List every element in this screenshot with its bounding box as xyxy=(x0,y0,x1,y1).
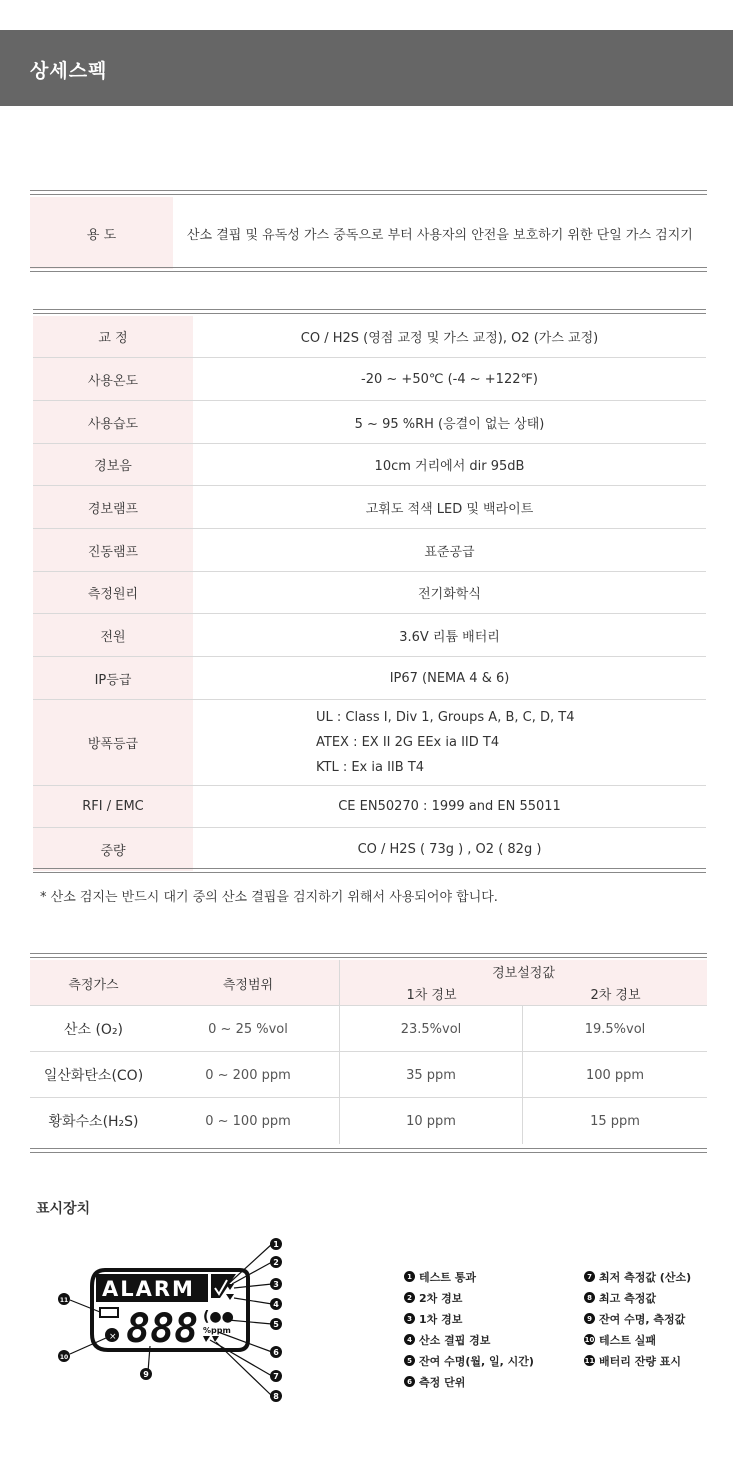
table-row xyxy=(33,316,706,358)
spec-label: 교 정 xyxy=(33,316,193,357)
spec-value: 3.6V 리튬 배터리 xyxy=(399,629,500,645)
spec-label: 방폭등급 xyxy=(33,700,193,785)
legend-text: 잔여 수명, 측정값 xyxy=(599,1312,686,1326)
spec-value xyxy=(193,700,706,785)
table-row xyxy=(33,444,706,486)
spec-label: RFI / EMC xyxy=(33,786,193,827)
legend-item xyxy=(404,1308,534,1329)
spec-table xyxy=(33,316,706,871)
divider xyxy=(33,309,706,314)
legend-text: 2차 경보 xyxy=(419,1291,463,1305)
legend-item xyxy=(404,1371,534,1392)
legend-text: 산소 결핍 경보 xyxy=(419,1333,491,1347)
header-range: 측정범위 xyxy=(222,977,274,993)
legend-text: 1차 경보 xyxy=(419,1312,463,1326)
table-row xyxy=(33,700,706,786)
spec-value-line: ATEX : EX II 2G EEx ia IID T4 xyxy=(316,735,500,750)
spec-value: IP67 (NEMA 4 & 6) xyxy=(389,670,510,686)
spec-label: 사용온도 xyxy=(33,358,193,400)
legend-number-icon: 11 xyxy=(584,1356,595,1365)
spec-value: -20 ~ +50℃ (-4 ~ +122℉) xyxy=(361,371,538,387)
gas-table-header xyxy=(30,960,707,1006)
legend-number-icon: 5 xyxy=(404,1355,415,1366)
legend-text: 최저 측정값 (산소) xyxy=(599,1270,692,1284)
spec-label: 측정원리 xyxy=(33,572,193,613)
legend-text: 측정 단위 xyxy=(419,1375,466,1389)
legend-number-icon: 2 xyxy=(404,1292,415,1303)
display-title: 표시장치 xyxy=(36,1201,91,1217)
legend-text: 테스트 실패 xyxy=(599,1333,656,1347)
svg-text:10: 10 xyxy=(59,1354,69,1361)
legend-item xyxy=(404,1287,534,1308)
lcd-digits: 888 xyxy=(126,1306,199,1352)
svg-text:2: 2 xyxy=(273,1258,279,1267)
legend-item xyxy=(584,1350,691,1371)
table-row xyxy=(33,614,706,657)
spec-label: 진동램프 xyxy=(33,529,193,571)
footnote: * 산소 검지는 반드시 대기 중의 산소 결핍을 검지하기 위해서 사용되어야 합니다. xyxy=(40,890,498,905)
spec-value: 고휘도 적색 LED 및 백라이트 xyxy=(365,501,534,517)
legend-item xyxy=(584,1308,691,1329)
spec-value-line: KTL : Ex ia IIB T4 xyxy=(316,760,425,775)
table-row xyxy=(33,828,706,871)
legend-text: 테스트 통과 xyxy=(419,1270,476,1284)
svg-text:7: 7 xyxy=(273,1372,279,1381)
header-second-alarm: 2차 경보 xyxy=(590,988,641,1003)
divider xyxy=(30,1148,707,1153)
gas-name: 일산화탄소(CO) xyxy=(43,1068,144,1084)
divider xyxy=(30,267,707,272)
gas-range: 0 ~ 200 ppm xyxy=(205,1067,291,1083)
spec-value: CO / H2S (영점 교정 및 가스 교정), O2 (가스 교정) xyxy=(300,331,599,346)
header-first-alarm: 1차 경보 xyxy=(406,988,457,1003)
legend-number-icon: 7 xyxy=(584,1271,595,1282)
table-row xyxy=(30,1006,707,1052)
legend-item xyxy=(404,1350,534,1371)
spec-value: CO / H2S ( 73g ) , O2 ( 82g ) xyxy=(357,842,542,857)
table-row xyxy=(33,358,706,401)
svg-text:6: 6 xyxy=(273,1348,279,1357)
table-row xyxy=(33,572,706,614)
legend-text: 배터리 잔량 표시 xyxy=(599,1354,682,1368)
usage-value: 산소 결핍 및 유독성 가스 중독으로 부터 사용자의 안전을 보호하기 위한 단일 가스 검지기 xyxy=(187,227,693,243)
spec-value: 표준공급 xyxy=(424,544,475,560)
life-icons: (●● xyxy=(203,1309,234,1325)
page-title: 상세스펙 xyxy=(30,60,108,82)
table-row xyxy=(33,486,706,529)
gas-second-alarm: 100 ppm xyxy=(522,1052,707,1098)
gas-name: 산소 (O₂) xyxy=(63,1022,124,1038)
gas-name: 황화수소(H₂S) xyxy=(48,1114,139,1130)
svg-text:9: 9 xyxy=(143,1370,149,1379)
gas-first-alarm: 35 ppm xyxy=(339,1052,522,1098)
svg-text:8: 8 xyxy=(273,1392,279,1401)
spec-value: 10cm 거리에서 dir 95dB xyxy=(374,459,525,474)
spec-label: 경보램프 xyxy=(33,486,193,528)
table-row xyxy=(30,1098,707,1144)
header-gas: 측정가스 xyxy=(68,977,119,993)
lcd-unit: %ppm xyxy=(203,1326,231,1335)
usage-row xyxy=(30,197,707,269)
table-row xyxy=(33,529,706,572)
svg-text:5: 5 xyxy=(273,1320,279,1329)
legend-item xyxy=(404,1266,534,1287)
gas-range: 0 ~ 25 %vol xyxy=(208,1021,288,1037)
gas-first-alarm: 23.5%vol xyxy=(339,1006,522,1052)
legend-number-icon: 3 xyxy=(404,1313,415,1324)
header-alarm: 경보설정값 xyxy=(492,966,555,981)
header-bar xyxy=(0,30,733,106)
legend-right xyxy=(584,1266,691,1371)
usage-label: 용 도 xyxy=(30,197,173,269)
svg-text:4: 4 xyxy=(273,1300,279,1309)
spec-label: 경보음 xyxy=(33,444,193,485)
spec-value: CE EN50270 : 1999 and EN 55011 xyxy=(338,799,561,814)
gas-table xyxy=(30,960,707,1144)
divider xyxy=(33,868,706,873)
spec-label: IP등급 xyxy=(33,657,193,699)
spec-label: 중량 xyxy=(33,828,193,871)
table-row xyxy=(30,1052,707,1098)
legend-number-icon: 1 xyxy=(404,1271,415,1282)
legend-number-icon: 8 xyxy=(584,1292,595,1303)
svg-text:×: × xyxy=(109,1332,117,1342)
legend-number-icon: 4 xyxy=(404,1334,415,1345)
legend-item xyxy=(584,1266,691,1287)
gas-first-alarm: 10 ppm xyxy=(339,1098,522,1144)
gas-second-alarm: 19.5%vol xyxy=(522,1006,707,1052)
gas-second-alarm: 15 ppm xyxy=(522,1098,707,1144)
legend-item xyxy=(404,1329,534,1350)
svg-text:11: 11 xyxy=(59,1297,69,1304)
lcd-diagram xyxy=(50,1232,290,1407)
table-row xyxy=(33,786,706,828)
table-row xyxy=(33,657,706,700)
legend-number-icon: 9 xyxy=(584,1313,595,1324)
legend-number-icon: 6 xyxy=(404,1376,415,1387)
legend-text: 최고 측정값 xyxy=(599,1291,656,1305)
spec-label: 사용습도 xyxy=(33,401,193,443)
legend-item xyxy=(584,1329,691,1350)
legend-left xyxy=(404,1266,534,1392)
lcd-alarm-text: ALARM xyxy=(102,1277,195,1301)
spec-value: 5 ~ 95 %RH (응결이 없는 상태) xyxy=(354,416,545,432)
table-row xyxy=(33,401,706,444)
divider xyxy=(30,953,707,958)
spec-label: 전원 xyxy=(33,614,193,656)
svg-text:3: 3 xyxy=(273,1280,279,1289)
spec-value: 전기화학식 xyxy=(418,587,481,602)
legend-item xyxy=(584,1287,691,1308)
divider xyxy=(30,190,707,195)
header-alarm-group xyxy=(339,960,707,1006)
gas-range: 0 ~ 100 ppm xyxy=(205,1113,291,1129)
legend-text: 잔여 수명(월, 일, 시간) xyxy=(419,1354,534,1368)
svg-text:1: 1 xyxy=(273,1240,279,1249)
legend-number-icon: 10 xyxy=(584,1335,595,1344)
spec-value-line: UL : Class I, Div 1, Groups A, B, C, D, T4 xyxy=(316,710,575,725)
